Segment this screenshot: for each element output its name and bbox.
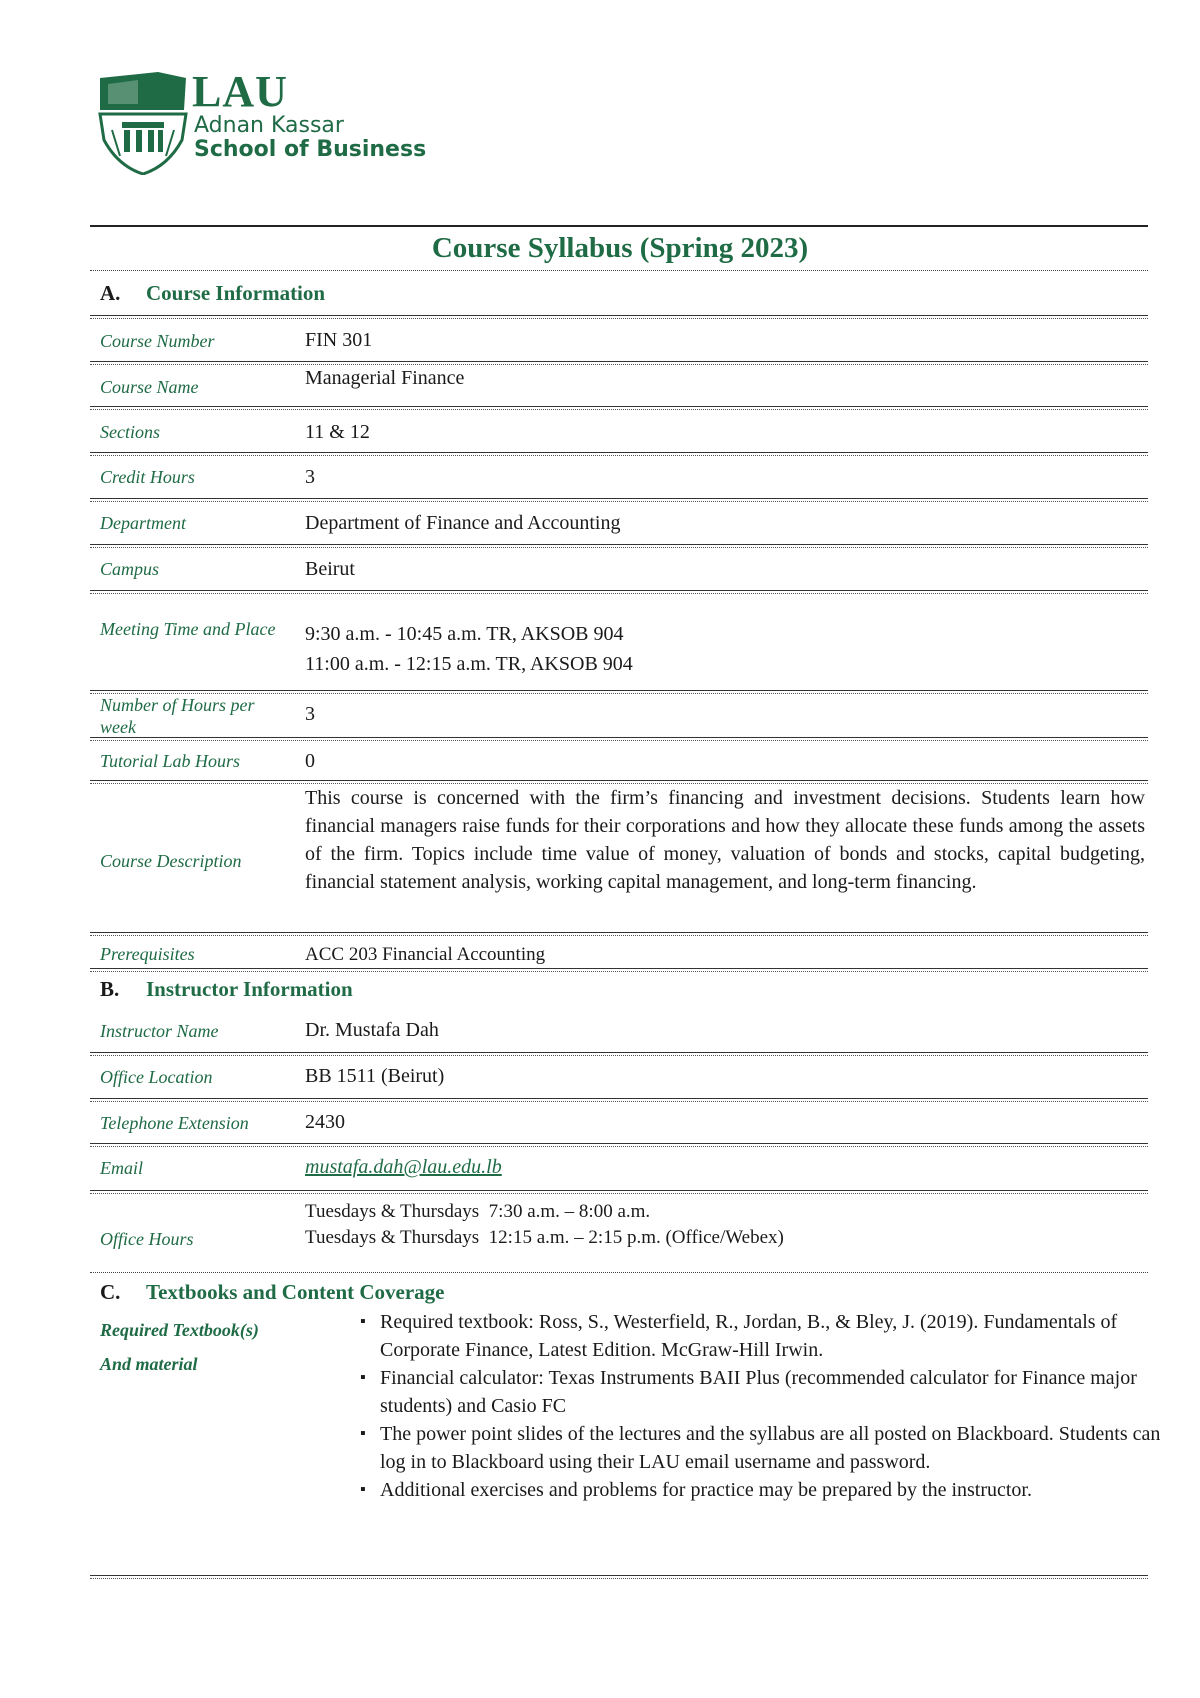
divider <box>90 1052 1148 1053</box>
sections-value: 11 & 12 <box>305 421 370 443</box>
meeting-line-1: 9:30 a.m. - 10:45 a.m. TR, AKSOB 904 <box>305 623 624 645</box>
divider <box>90 690 1148 691</box>
divider <box>90 590 1148 591</box>
textbook-list <box>362 1308 1167 1504</box>
list-item: ▪ The power point slides of the lectures and the syllabus are all posted on Blackboard. Students can log in to Blackboard using their LAU email username and password. <box>362 1420 1167 1476</box>
office-hours-line-1: Tuesdays & Thursdays 7:30 a.m. – 8:00 a.m. <box>305 1201 651 1222</box>
list-item: ▪ Required textbook: Ross, S., Westerfield, R., Jordan, B., & Bley, J. (2019). Fundamentals of Corporate Finance, Latest Edition. McGraw-Hill Irwin. <box>362 1308 1167 1364</box>
divider <box>90 406 1148 407</box>
department-label: Department <box>100 513 186 533</box>
divider <box>90 1190 1148 1191</box>
divider <box>90 452 1148 453</box>
telephone-label: Telephone Extension <box>100 1113 249 1133</box>
logo-wordmark: LAU <box>192 67 288 116</box>
divider <box>90 968 1148 969</box>
divider <box>90 780 1148 781</box>
course-name-label: Course Name <box>100 377 199 397</box>
textbook-label-2: And material <box>100 1354 198 1374</box>
email-label: Email <box>100 1158 143 1178</box>
school-logo <box>98 67 428 180</box>
divider <box>90 932 1148 933</box>
credit-hours-label: Credit Hours <box>100 467 195 487</box>
section-title: Textbooks and Content Coverage <box>146 1280 445 1304</box>
section-title: Course Information <box>146 281 326 305</box>
page-title: Course Syllabus (Spring 2023) <box>431 232 809 264</box>
divider <box>90 361 1148 362</box>
course-number-label: Course Number <box>100 331 215 351</box>
lau-crest-icon <box>98 70 188 175</box>
section-c-heading <box>100 1280 445 1305</box>
tutorial-label: Tutorial Lab Hours <box>100 751 241 771</box>
list-item: ▪ Additional exercises and problems for practice may be prepared by the instructor. <box>362 1476 1167 1504</box>
section-letter: C. <box>100 1280 121 1304</box>
divider <box>90 225 1148 227</box>
office-location-label: Office Location <box>100 1067 213 1087</box>
email-link[interactable]: mustafa.dah@lau.edu.lb <box>305 1156 502 1178</box>
divider <box>90 1272 1148 1273</box>
section-title: Instructor Information <box>146 977 353 1001</box>
section-b-heading <box>100 977 353 1002</box>
section-a-heading <box>100 281 325 306</box>
office-hours-line-2: Tuesdays & Thursdays 12:15 a.m. – 2:15 p.m. (Office/Webex) <box>305 1227 784 1248</box>
divider <box>90 1098 1148 1099</box>
section-letter: B. <box>100 977 120 1001</box>
divider <box>90 1575 1148 1576</box>
hours-per-week-label: Number of Hours per week <box>100 695 255 737</box>
divider <box>90 544 1148 545</box>
course-number-value: FIN 301 <box>305 329 373 351</box>
office-hours-label: Office Hours <box>100 1229 194 1249</box>
telephone-value: 2430 <box>305 1111 345 1133</box>
instructor-name-label: Instructor Name <box>100 1021 219 1041</box>
logo-school-line1: Adnan Kassar <box>194 113 344 138</box>
meeting-label: Meeting Time and Place <box>100 619 276 639</box>
section-letter: A. <box>100 281 121 305</box>
campus-value: Beirut <box>305 558 355 580</box>
credit-hours-value: 3 <box>305 466 315 488</box>
list-item: ▪ Financial calculator: Texas Instruments BAII Plus (recommended calculator for Finance major students) and Casio FC <box>362 1364 1167 1420</box>
divider <box>90 270 1148 271</box>
prerequisites-value: ACC 203 Financial Accounting <box>305 944 546 965</box>
divider <box>90 498 1148 499</box>
course-name-value: Managerial Finance <box>305 367 465 389</box>
divider <box>90 737 1148 738</box>
prerequisites-label: Prerequisites <box>100 944 195 964</box>
description-text: This course is concerned with the firm’s financing and investment decisions. Students learn how financial managers raise funds for their corporations and how they allocate these funds among the assets of the firm. Topics include time value of money, valuation of bonds and stocks, capital budgeting, financial statement analysis, working capital management, and long-term financing. <box>305 787 1145 893</box>
department-value: Department of Finance and Accounting <box>305 512 621 534</box>
campus-label: Campus <box>100 559 160 579</box>
hours-per-week-value: 3 <box>305 703 315 725</box>
divider <box>90 1143 1148 1144</box>
instructor-name-value: Dr. Mustafa Dah <box>305 1019 439 1041</box>
textbook-label-1: Required Textbook(s) <box>100 1320 259 1340</box>
logo-school-line2: School of Business <box>194 137 427 162</box>
description-label: Course Description <box>100 851 242 871</box>
divider <box>90 315 1148 316</box>
meeting-line-2: 11:00 a.m. - 12:15 a.m. TR, AKSOB 904 <box>305 653 633 675</box>
tutorial-value: 0 <box>305 750 315 772</box>
sections-label: Sections <box>100 422 160 442</box>
office-location-value: BB 1511 (Beirut) <box>305 1065 445 1087</box>
